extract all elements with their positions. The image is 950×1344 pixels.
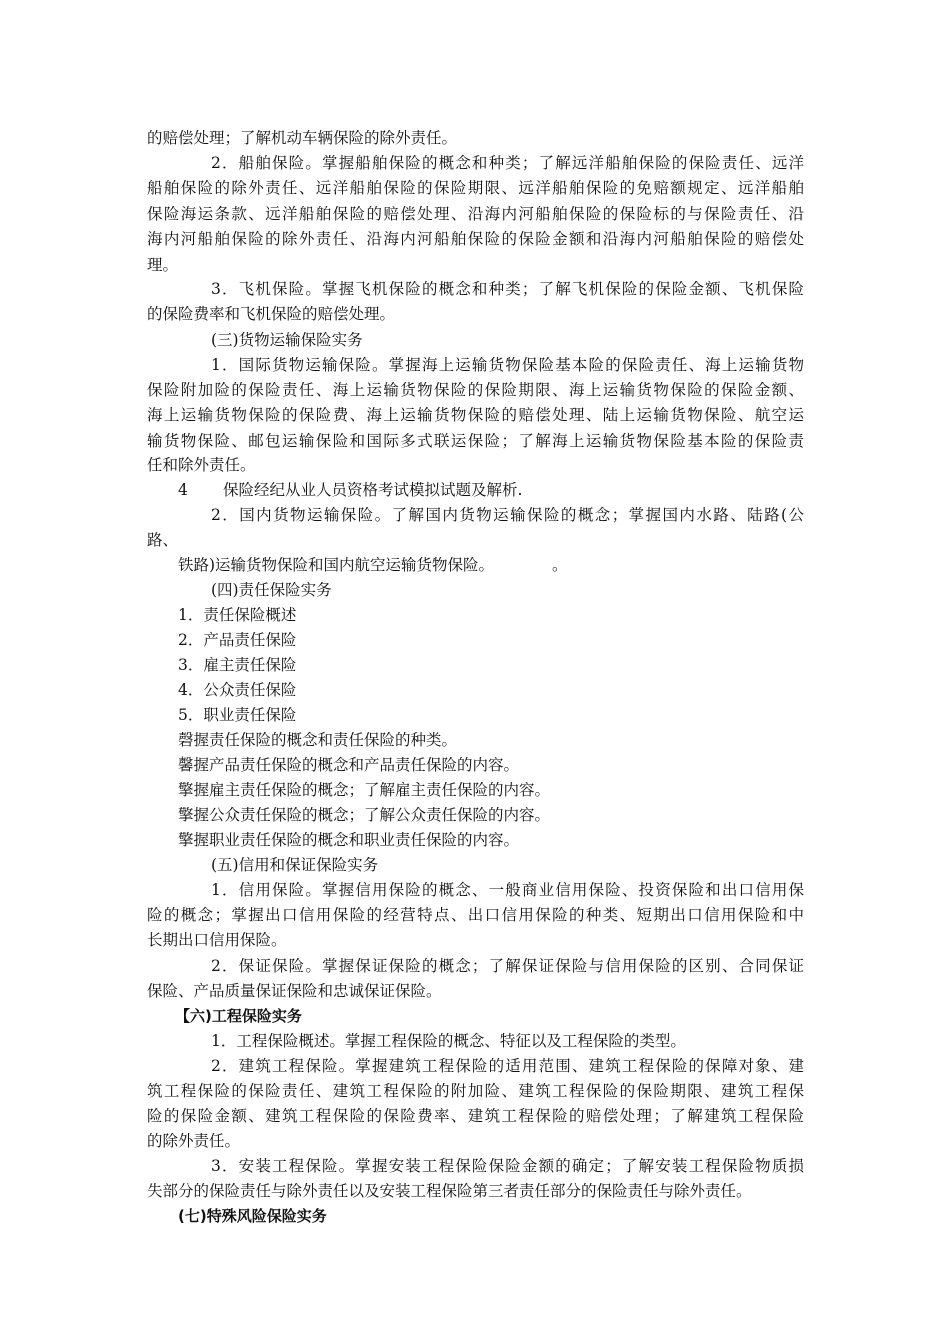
list-item: 5．职业责任保险 [178, 706, 297, 724]
paragraph-guarantee-insurance: 2．保证保险。掌握保证保险的概念；了解保证保险与信用保险的区别、合同保证 [211, 957, 804, 975]
section-heading-liability: (四)责任保险实务 [211, 581, 332, 599]
text-line: 擎握职业责任保险的概念和职业责任保险的内容。 [178, 831, 520, 849]
text-line: 任和除外责任。 [147, 456, 256, 474]
section-heading-special-risk: (七)特殊风险保险实务 [178, 1207, 327, 1225]
text-line: 馨握产品责任保险的概念和产品责任保险的内容。 [178, 756, 520, 774]
text-line: 铁路)运输货物保险和国内航空运输货物保险。 [178, 556, 495, 574]
text-line: 海上运输货物保险的保险费、海上运输货物保险的赔偿处理、陆上运输货物保险、航空运 [147, 406, 804, 424]
paragraph-installation-insurance: 3．安装工程保险。掌握安装工程保险保险金额的确定；了解安装工程保险物质损 [211, 1157, 804, 1175]
text-line: 长期出口信用保险。 [147, 931, 287, 949]
text-line: 保险海运条款、远洋船舶保险的赔偿处理、沿海内河船舶保险的保险标的与保险责任、沿 [147, 205, 804, 223]
text-line: 船舶保险的除外责任、远洋船舶保险的保险期限、远洋船舶保险的免赔额规定、远洋船舶 [147, 179, 804, 197]
running-header: 保险经纪从业人员资格考试模拟试题及解析. [223, 481, 523, 499]
list-item: 1．责任保险概述 [178, 606, 297, 624]
list-item: 4．公众责任保险 [178, 681, 297, 699]
text-line: 擎握雇主责任保险的概念；了解雇主责任保险的内容。 [178, 781, 551, 799]
text-line: 路、 [147, 531, 179, 549]
section-heading-credit: (五)信用和保证保险实务 [211, 856, 379, 874]
paragraph-domestic-cargo: 2．国内货物运输保险。了解国内货物运输保险的概念；掌握国内水路、陆路(公 [211, 506, 804, 524]
section-heading-engineering: 【六)工程保险实务 [175, 1007, 302, 1025]
text-line: 理。 [147, 256, 179, 274]
paragraph-engineering-overview: 1．工程保险概述。掌握工程保险的概念、特征以及工程保险的类型。 [211, 1032, 686, 1050]
text-line: 险的概念；掌握出口信用保险的经营特点、出口信用保险的种类、短期出口信用保险和中 [147, 906, 804, 924]
text-line: 擎握公众责任保险的概念；了解公众责任保险的内容。 [178, 806, 551, 824]
text-line: 的除外责任。 [147, 1132, 241, 1150]
page-number: 4 [178, 481, 188, 499]
text-line: 的赔偿处理；了解机动车辆保险的除外责任。 [147, 129, 458, 147]
text-line: 筑工程保险的保险责任、建筑工程保险的附加险、建筑工程保险的保险期限、建筑工程保 [147, 1082, 804, 1100]
text-line: 保险附加险的保险责任、海上运输货物保险的保险期限、海上运输货物保险的保险金额、 [147, 381, 804, 399]
paragraph-ship-insurance: 2．船舶保险。掌握船舶保险的概念和种类；了解远洋船舶保险的保险责任、远洋 [211, 154, 804, 172]
text-line: 海内河船舶保险的除外责任、沿海内河船舶保险的保险金额和沿海内河船舶保险的赔偿处 [147, 230, 804, 248]
text-line: 失部分的保险责任与除外责任以及安装工程保险第三者责任部分的保险责任与除外责任。 [147, 1182, 752, 1200]
text-line: 的保险费率和飞机保险的赔偿处理。 [147, 305, 396, 323]
text-line: 输货物保险、邮包运输保险和国际多式联运保险；了解海上运输货物保险基本险的保险责 [147, 432, 804, 450]
paragraph-aircraft-insurance: 3．飞机保险。掌握飞机保险的概念和种类；了解飞机保险的保险金额、飞机保险 [211, 280, 804, 298]
list-item: 2．产品责任保险 [178, 631, 297, 649]
text-line: 险的保险金额、建筑工程保险的保险费率、建筑工程保险的赔偿处理；了解建筑工程保险 [147, 1107, 804, 1125]
text-line: 保险、产品质量保证保险和忠诚保证保险。 [147, 982, 442, 1000]
paragraph-credit-insurance: 1．信用保险。掌握信用保险的概念、一般商业信用保险、投资保险和出口信用保 [211, 881, 804, 899]
text-line: 磬握责任保险的概念和责任保险的种类。 [178, 731, 458, 749]
list-item: 3．雇主责任保险 [178, 656, 297, 674]
section-heading-cargo: (三)货物运输保险实务 [211, 331, 363, 349]
paragraph-construction-insurance: 2．建筑工程保险。掌握建筑工程保险的适用范围、建筑工程保险的保障对象、建 [211, 1057, 804, 1075]
text-mark: 。 [552, 556, 568, 574]
paragraph-international-cargo: 1．国际货物运输保险。掌握海上运输货物保险基本险的保险责任、海上运输货物 [211, 356, 804, 374]
